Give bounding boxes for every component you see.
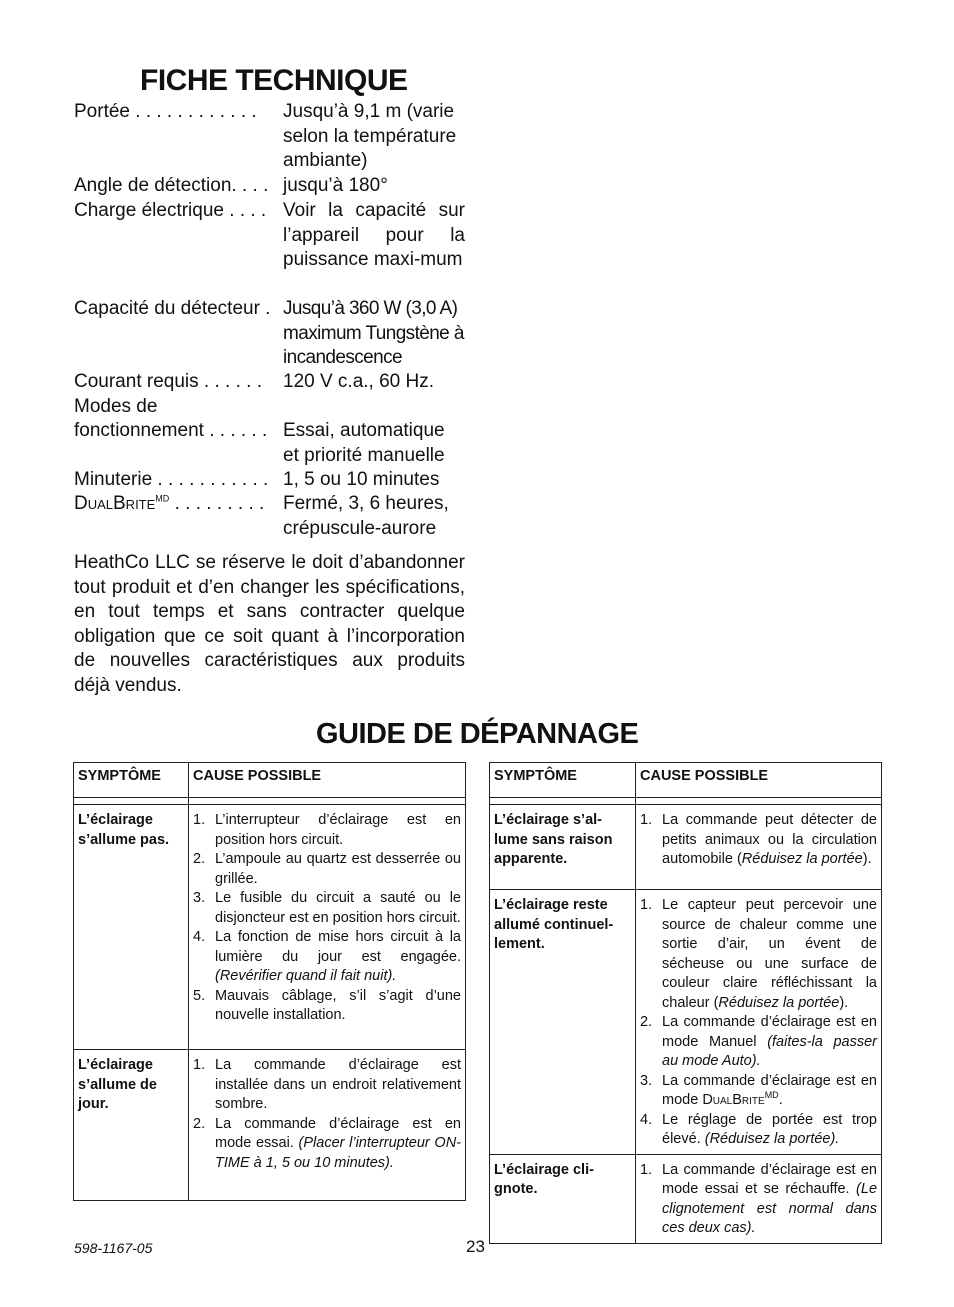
trademark-sup: MD: [155, 493, 170, 504]
list-item: 1. Le capteur peut percevoir une source de chaleur comme une sortie d’air, un évent de sécheuse ou une surface de couleur claire réfléchissant la chaleur (Réduisez la portée).: [640, 897, 877, 1011]
table-row: [74, 1050, 466, 1201]
dualbrite-brand: DualBrite: [74, 493, 156, 514]
list-item: 1. L’interrupteur d’éclairage est en position hors circuit.: [193, 812, 461, 848]
table-row: [490, 1154, 882, 1243]
spec-value: Fermé, 3, 6 heures, crépuscule-aurore: [283, 493, 449, 539]
spec-label: Charge électrique . . . .: [74, 200, 267, 221]
spec-row-charge: [74, 199, 466, 297]
spec-row-modes-de: [74, 395, 466, 420]
document-number: 598-1167-05: [74, 1240, 153, 1256]
symptom-cell: L’éclairage s’allume pas.: [74, 805, 189, 1050]
cause-cell: [636, 805, 882, 890]
symptom-cell: L’éclairage s’al-lume sans raison apparente.: [490, 805, 636, 890]
symptom-cell: L’éclairage s’allume de jour.: [74, 1050, 189, 1201]
spec-row-courant: [74, 370, 466, 395]
symptom-cell: L’éclairage cli-gnote.: [490, 1154, 636, 1243]
spec-value: Voir la capacité sur l’appareil pour la puissance maxi-mum: [283, 200, 465, 270]
guide-depannage-title: GUIDE DE DÉPANNAGE: [316, 718, 639, 750]
table-row: [490, 890, 882, 1155]
spec-value: 120 V c.a., 60 Hz.: [283, 371, 435, 392]
list-item: 5. Mauvais câblage, s’il s’agit d’une nouvelle installation.: [193, 987, 461, 1023]
spec-value: Essai, automatique et priorité manuelle: [283, 420, 445, 466]
spec-label: Courant requis . . . . . .: [74, 371, 262, 392]
spec-label: [74, 492, 264, 517]
spec-row-minuterie: [74, 468, 466, 493]
spec-label: Angle de détection. . . .: [74, 175, 269, 196]
list-item: 1. La commande d’éclairage est installée dans un endroit relativement sombre.: [193, 1057, 461, 1112]
symptom-cell: L’éclairage reste allumé continuel-lement.: [490, 890, 636, 1155]
disclaimer-paragraph: HeathCo LLC se réserve le doit d’abandonner tout produit et d’en changer les spécifications, en tout temps et sans contracter quelque obligation que ce soit quant à l’incorporation de nouvelles caractéristiques aux produits déjà vendus.: [74, 552, 465, 696]
cause-cell: [189, 1050, 466, 1201]
list-item: 2. L’ampoule au quartz est desserrée ou grillée.: [193, 851, 461, 887]
spec-label: fonctionnement . . . . . .: [74, 420, 268, 441]
list-item: 1. La commande peut détecter de petits animaux ou la circulation automobile (Réduisez la portée).: [640, 812, 877, 867]
list-item: 4. La fonction de mise hors circuit à la lumière du jour est engagée. (Revérifier quand il fait nuit).: [193, 929, 461, 984]
spec-value: Jusqu’à 9,1 m (varie selon la température ambiante): [283, 101, 457, 171]
spec-label: Minuterie . . . . . . . . . . .: [74, 469, 269, 490]
list-item: 1. La commande d’éclairage est en mode essai et se réchauffe. (Le clignotement est normal dans ces deux cas).: [640, 1161, 878, 1236]
spec-value: jusqu’à 180°: [283, 175, 388, 196]
spec-row-angle: [74, 174, 466, 199]
spec-leader-dots: . . . . . . . . .: [169, 493, 265, 514]
list-item: 4. Le réglage de portée est trop élevé. (Réduisez la portée).: [640, 1111, 877, 1147]
cause-cell: [636, 890, 882, 1155]
cause-cell: [636, 1154, 882, 1243]
table-row: [490, 805, 882, 890]
column-header-cause: CAUSE POSSIBLE: [189, 763, 466, 798]
troubleshooting-table-left: [73, 762, 466, 1201]
spec-row-fonctionnement: [74, 419, 466, 468]
troubleshooting-table-right: [489, 762, 882, 1244]
list-item: 3. Le fusible du circuit a sauté ou le disjoncteur est en position hors circuit.: [193, 890, 461, 926]
page-number: 23: [466, 1237, 485, 1256]
spec-value: Jusqu’à 360 W (3,0 A) maximum Tungstène à incandescence: [283, 298, 464, 368]
spec-row-dualbrite: [74, 492, 466, 542]
table-row: [74, 805, 466, 1050]
list-item: 3. La commande d’éclairage est en mode DualBrite$^{MD}$.: [640, 1072, 877, 1108]
spec-label: Modes de: [74, 396, 158, 417]
spec-row-capacite: [74, 297, 466, 371]
spec-label: Capacité du détecteur .: [74, 298, 271, 319]
list-item: 2. La commande d’éclairage est en mode Manuel (faites-la passer au mode Auto).: [640, 1014, 878, 1069]
list-item: 2. La commande d’éclairage est en mode essai. (Placer l’interrupteur ON-TIME à 1, 5 ou 10 minutes).: [193, 1115, 461, 1171]
fiche-technique-title: FICHE TECHNIQUE: [140, 64, 408, 97]
column-header-cause: CAUSE POSSIBLE: [636, 763, 882, 798]
spec-value: 1, 5 ou 10 minutes: [283, 469, 440, 490]
spec-label: Portée . . . . . . . . . . . .: [74, 101, 257, 122]
column-header-symptom: SYMPTÔME: [74, 763, 189, 798]
spec-row-portee: [74, 100, 466, 174]
cause-cell: [189, 805, 466, 1050]
column-header-symptom: SYMPTÔME: [490, 763, 636, 798]
